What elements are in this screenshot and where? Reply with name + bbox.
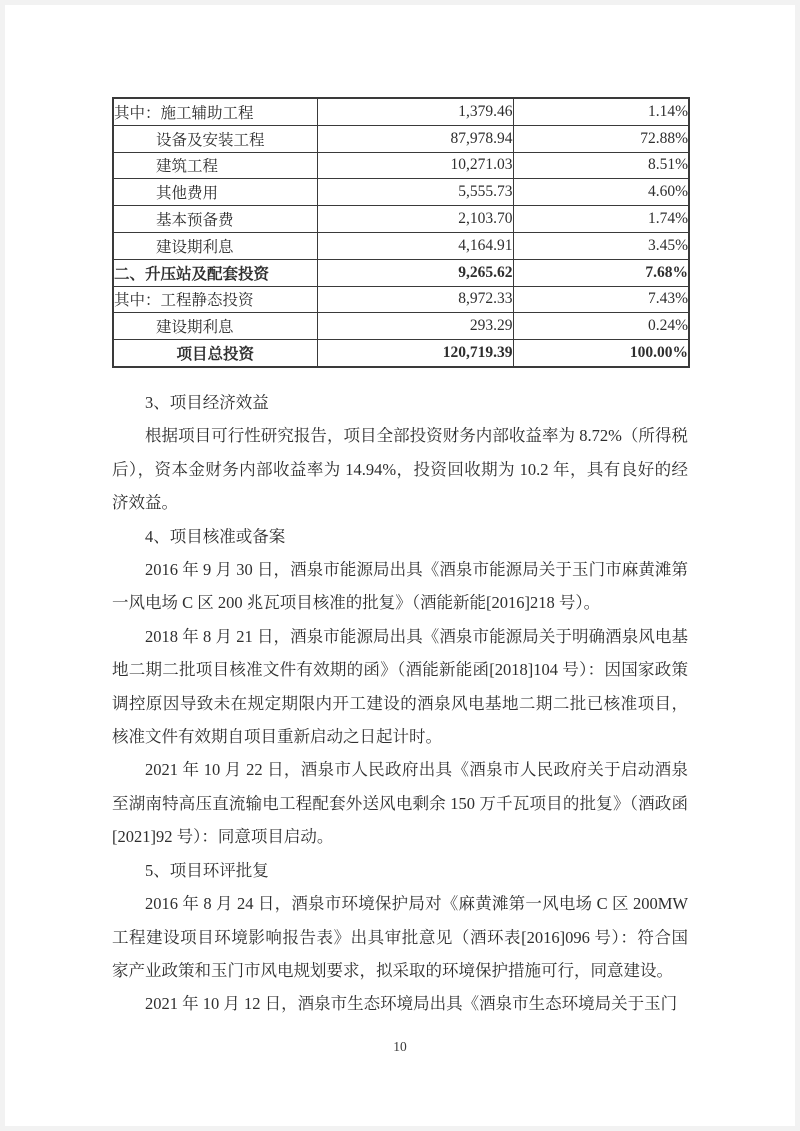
- row-label: 建设期利息: [113, 313, 317, 340]
- table-row: [113, 232, 689, 259]
- row-percent: 7.68%: [513, 259, 689, 286]
- table-row: [113, 259, 689, 286]
- row-label: 设备及安装工程: [113, 125, 317, 152]
- paragraph: 2021 年 10 月 22 日，酒泉市人民政府出具《酒泉市人民政府关于启动酒泉至湖南特高压直流输电工程配套外送风电剩余 150 万千瓦项目的批复》（酒政函[2021]92 号）：同意项目启动。: [112, 760, 688, 847]
- investment-table-wrap: [112, 97, 688, 368]
- row-percent: 0.24%: [513, 313, 689, 340]
- table-row: [113, 152, 689, 179]
- row-label: 建筑工程: [113, 152, 317, 179]
- paragraph: 根据项目可行性研究报告，项目全部投资财务内部收益率为 8.72%（所得税后），资本金财务内部收益率为 14.94%，投资回收期为 10.2 年，具有良好的经济效益。: [112, 426, 688, 513]
- table-row: [113, 179, 689, 206]
- row-value: 293.29: [317, 313, 513, 340]
- row-value: 1,379.46: [317, 98, 513, 125]
- table-row: [113, 340, 689, 367]
- row-value: 9,265.62: [317, 259, 513, 286]
- row-value: 10,271.03: [317, 152, 513, 179]
- row-value: 87,978.94: [317, 125, 513, 152]
- row-label: 其中：工程静态投资: [113, 286, 317, 313]
- row-percent: 8.51%: [513, 152, 689, 179]
- section-heading: 3、项目经济效益: [145, 393, 269, 412]
- row-value: 5,555.73: [317, 179, 513, 206]
- row-percent: 1.74%: [513, 206, 689, 233]
- paragraph: 2021 年 10 月 12 日，酒泉市生态环境局出具《酒泉市生态环境局关于玉门: [145, 994, 678, 1014]
- section-heading: 5、项目环评批复: [145, 860, 269, 880]
- row-percent: 100.00%: [513, 340, 689, 367]
- table-row: [113, 125, 689, 152]
- section-heading: 4、项目核准或备案: [145, 526, 286, 546]
- investment-table-body: [113, 98, 689, 367]
- paragraph: 2016 年 9 月 30 日，酒泉市能源局出具《酒泉市能源局关于玉门市麻黄滩第一风电场 C 区 200 兆瓦项目核准的批复》（酒能新能[2016]218 号）。: [112, 560, 688, 613]
- row-label: 基本预备费: [113, 206, 317, 233]
- row-label: 其中：施工辅助工程: [113, 98, 317, 125]
- table-row: [113, 98, 689, 125]
- investment-table: [112, 97, 690, 368]
- paragraph: 2016 年 8 月 24 日，酒泉市环境保护局对《麻黄滩第一风电场 C 区 200MW 工程建设项目环境影响报告表》出具审批意见（酒环表[2016]096 号）：符合国家产业政策和玉门市风电规划要求，拟采取的环境保护措施可行，同意建设。: [112, 894, 688, 980]
- row-value: 2,103.70: [317, 206, 513, 233]
- row-percent: 4.60%: [513, 179, 689, 206]
- table-row: [113, 286, 689, 313]
- row-label: 二、升压站及配套投资: [113, 259, 317, 286]
- table-row: [113, 206, 689, 233]
- row-label: 其他费用: [113, 179, 317, 206]
- page-number: 10: [393, 1039, 407, 1054]
- row-percent: 7.43%: [513, 286, 689, 313]
- row-percent: 3.45%: [513, 232, 689, 259]
- row-percent: 72.88%: [513, 125, 689, 152]
- body-text: [112, 386, 688, 1021]
- row-value: 120,719.39: [317, 340, 513, 367]
- paragraph: 2018 年 8 月 21 日，酒泉市能源局出具《酒泉市能源局关于明确酒泉风电基地二期二批项目核准文件有效期的函》（酒能新能函[2018]104 号）：因国家政策调控原因导致未在规定期限内开工建设的酒泉风电基地二期二批已核准项目，核准文件有效期自项目重新启动之日起计时。: [112, 626, 688, 747]
- table-row: [113, 313, 689, 340]
- row-value: 4,164.91: [317, 232, 513, 259]
- row-value: 8,972.33: [317, 286, 513, 313]
- row-label: 项目总投资: [113, 340, 317, 367]
- row-percent: 1.14%: [513, 98, 689, 125]
- row-label: 建设期利息: [113, 232, 317, 259]
